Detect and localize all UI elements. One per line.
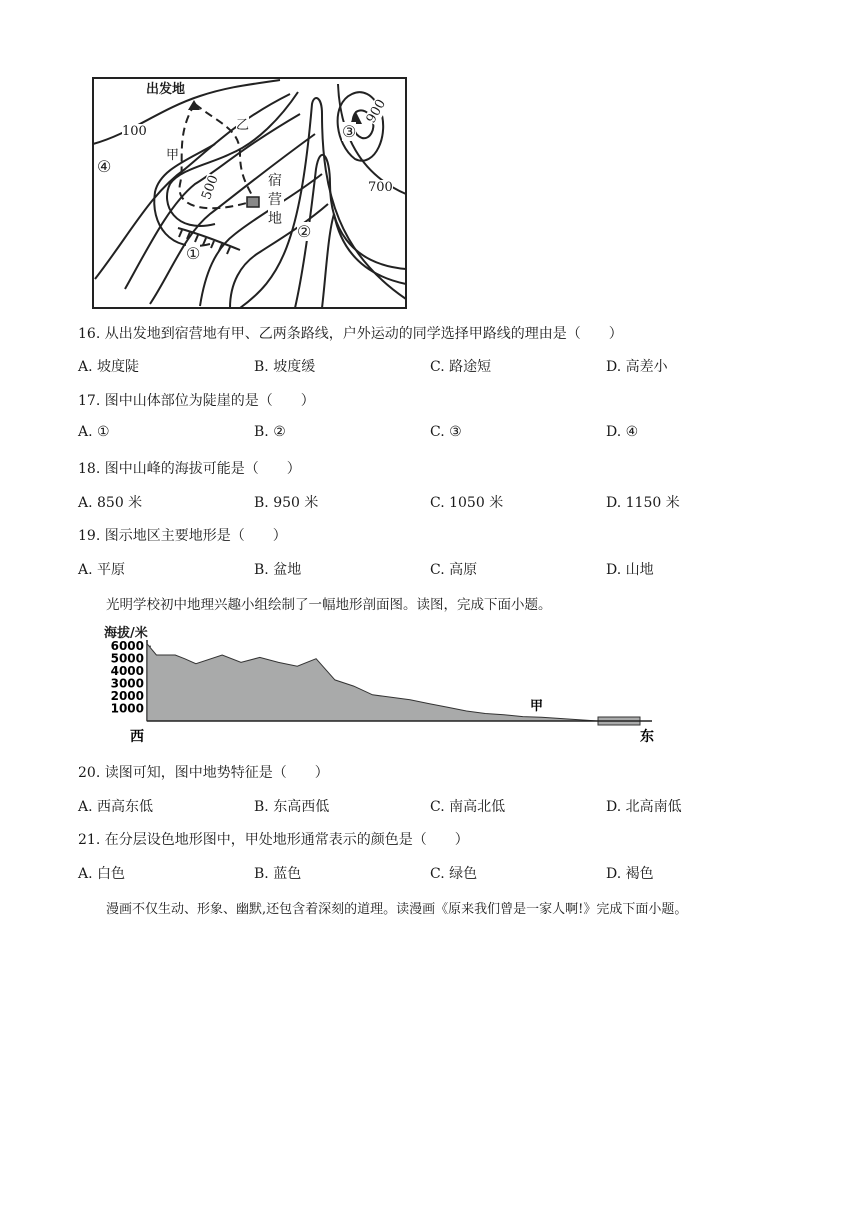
profile-ylabel: 海拔/米 bbox=[104, 626, 148, 641]
intro-cartoon: 漫画不仅生动、形象、幽默,还包含着深刻的道理。读漫画《原来我们曾是一家人啊!》完成下面小题。 bbox=[106, 902, 688, 917]
question-21-stem: 21. 在分层设色地形图中，甲处地形通常表示的颜色是（ ） bbox=[78, 832, 469, 848]
question-20-stem: 20. 读图可知，图中地势特征是（ ） bbox=[78, 765, 329, 781]
question-17-stem: 17. 图中山体部位为陡崖的是（ ） bbox=[78, 393, 315, 409]
option-c: C. ③ bbox=[430, 424, 462, 440]
profile-chart bbox=[100, 638, 660, 748]
contour-label-900: 900 bbox=[363, 96, 390, 127]
question-18-options bbox=[78, 492, 718, 512]
y-tick-label: 2000 bbox=[110, 689, 144, 704]
marker-3: ③ bbox=[342, 122, 357, 141]
option-b: B. 蓝色 bbox=[254, 866, 302, 882]
option-d: D. ④ bbox=[606, 424, 639, 440]
y-tick-label: 5000 bbox=[110, 651, 144, 666]
question-18-stem: 18. 图中山峰的海拔可能是（ ） bbox=[78, 461, 301, 477]
option-b: B. 盆地 bbox=[254, 562, 302, 578]
start-label: 出发地 bbox=[146, 82, 186, 97]
option-d: D. 褐色 bbox=[606, 866, 654, 882]
option-b: B. 东高西低 bbox=[254, 799, 330, 815]
option-d: D. 北高南低 bbox=[606, 799, 682, 815]
intro-profile: 光明学校初中地理兴趣小组绘制了一幅地形剖面图。读图，完成下面小题。 bbox=[106, 597, 552, 613]
option-a: A. 平原 bbox=[78, 562, 126, 578]
contour-label-500: 500 bbox=[199, 173, 222, 202]
question-16-stem: 16. 从出发地到宿营地有甲、乙两条路线，户外运动的同学选择甲路线的理由是（ ） bbox=[78, 326, 623, 342]
option-a: A. ① bbox=[78, 424, 110, 440]
option-c: C. 绿色 bbox=[430, 866, 478, 882]
marker-4: ④ bbox=[97, 157, 112, 176]
contour-map bbox=[90, 74, 412, 312]
option-d: D. 1150 米 bbox=[606, 495, 680, 511]
y-tick-label: 4000 bbox=[110, 664, 144, 679]
option-c: C. 路途短 bbox=[430, 359, 492, 375]
option-b: B. 950 米 bbox=[254, 495, 319, 511]
option-c: C. 南高北低 bbox=[430, 799, 506, 815]
east-label: 东 bbox=[640, 729, 654, 745]
route-a-label: 甲 bbox=[166, 144, 179, 163]
option-a: A. 西高东低 bbox=[78, 799, 154, 815]
question-21-options bbox=[78, 863, 718, 883]
option-c: C. 1050 米 bbox=[430, 495, 504, 511]
camp-icon bbox=[247, 197, 259, 207]
option-b: B. ② bbox=[254, 424, 286, 440]
option-c: C. 高原 bbox=[430, 562, 478, 578]
marker-2: ② bbox=[297, 222, 312, 241]
route-b-label: 乙 bbox=[236, 114, 249, 133]
y-tick-label: 3000 bbox=[110, 676, 144, 691]
option-a: A. 白色 bbox=[78, 866, 126, 882]
option-a: A. 坡度陡 bbox=[78, 359, 140, 375]
profile-mark: 甲 bbox=[530, 699, 544, 714]
option-d: D. 高差小 bbox=[606, 359, 668, 375]
west-label: 西 bbox=[130, 729, 144, 745]
contour-label-100: 100 bbox=[122, 124, 147, 139]
marker-1: ① bbox=[186, 244, 201, 263]
question-19-options bbox=[78, 559, 718, 579]
contour-label-700: 700 bbox=[368, 180, 393, 195]
question-19-stem: 19. 图示地区主要地形是（ ） bbox=[78, 528, 287, 544]
camp-label: 宿营地 bbox=[268, 173, 282, 227]
y-tick-label: 6000 bbox=[110, 639, 144, 654]
y-tick-label: 1000 bbox=[110, 701, 144, 716]
question-20-options bbox=[78, 796, 718, 816]
question-16-options bbox=[78, 356, 718, 376]
option-a: A. 850 米 bbox=[78, 495, 143, 511]
option-d: D. 山地 bbox=[606, 562, 654, 578]
question-17-options bbox=[78, 424, 718, 444]
option-b: B. 坡度缓 bbox=[254, 359, 316, 375]
